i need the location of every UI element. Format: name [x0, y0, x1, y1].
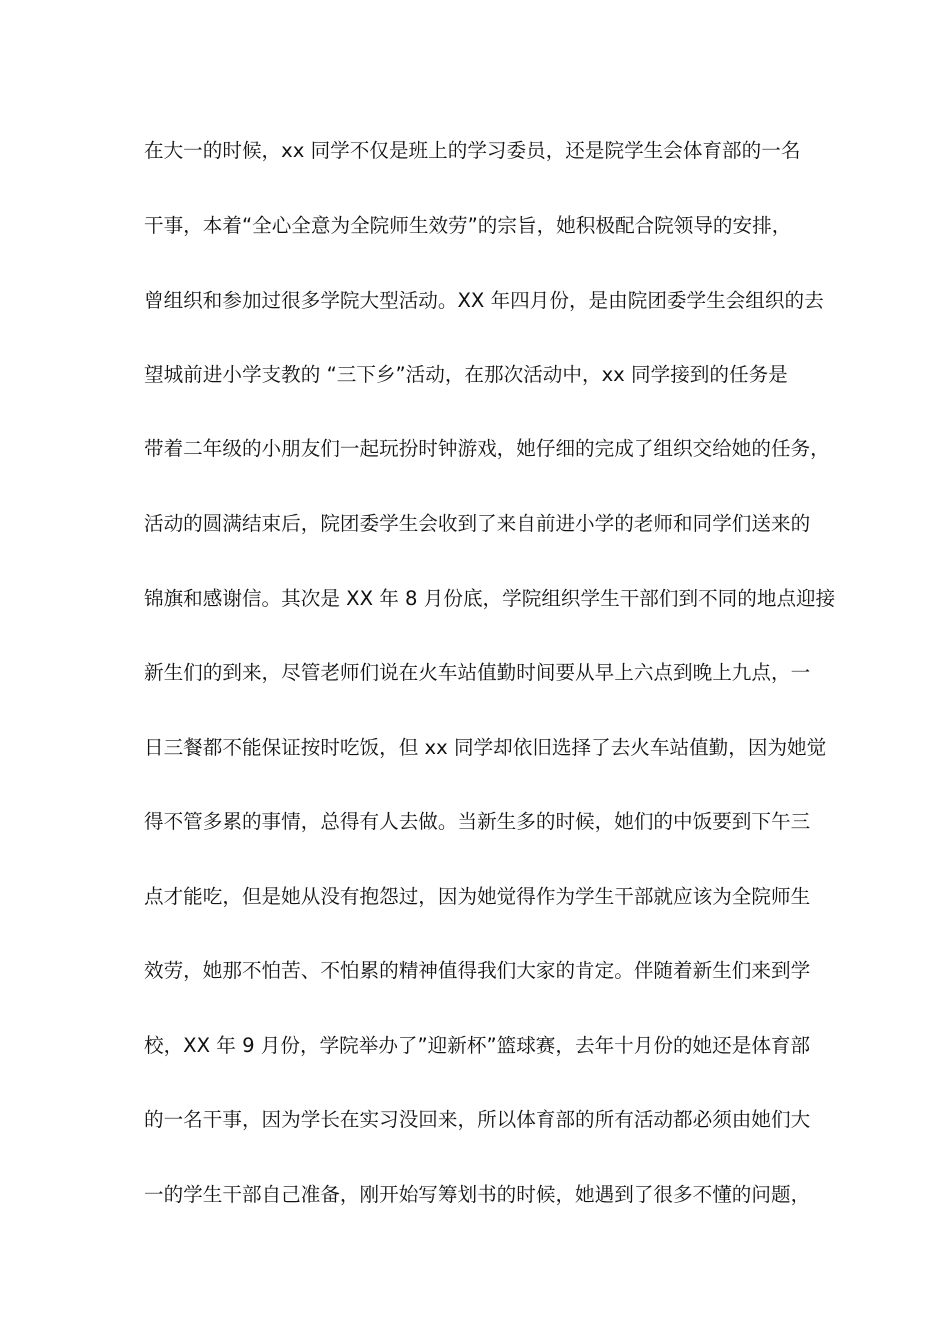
paragraph-line-1: 在大一的时候，xx 同学不仅是班上的学习委员，还是院学生会体育部的一名: [144, 139, 801, 162]
paragraph-line-5: 带着二年级的小朋友们一起玩扮时钟游戏，她仔细的完成了组织交给她的任务，: [144, 437, 830, 460]
paragraph-line-2: 干事，本着“全心全意为全院师生效劳”的宗旨，她积极配合院领导的安排，: [144, 214, 792, 237]
paragraph-line-6: 活动的圆满结束后，院团委学生会收到了来自前进小学的老师和同学们送来的: [144, 512, 811, 535]
paragraph-line-10: 得不管多累的事情，总得有人去做。当新生多的时候，她们的中饭要到下午三: [144, 810, 811, 833]
paragraph-line-4: 望城前进小学支教的 “三下乡”活动，在那次活动中，xx 同学接到的任务是: [144, 363, 788, 386]
paragraph-line-7: 锦旗和感谢信。其次是 XX 年 8 月份底，学院组织学生干部们到不同的地点迎接: [144, 587, 836, 610]
paragraph-line-12: 效劳，她那不怕苦、不怕累的精神值得我们大家的肯定。伴随着新生们来到学: [144, 959, 811, 982]
paragraph-line-14: 的一名干事，因为学长在实习没回来，所以体育部的所有活动都必须由她们大: [144, 1108, 811, 1131]
paragraph-line-3: 曾组织和参加过很多学院大型活动。XX 年四月份，是由院团委学生会组织的去: [144, 289, 824, 312]
paragraph-line-8: 新生们的到来，尽管老师们说在火车站值勤时间要从早上六点到晚上九点，一: [144, 661, 811, 684]
paragraph-line-13: 校，XX 年 9 月份，学院举办了”迎新杯”篮球赛，去年十月份的她还是体育部: [144, 1034, 811, 1057]
paragraph-line-15: 一的学生干部自己准备，刚开始写筹划书的时候，她遇到了很多不懂的问题，: [144, 1183, 811, 1206]
paragraph-line-11: 点才能吃，但是她从没有抱怨过，因为她觉得作为学生干部就应该为全院师生: [144, 885, 811, 908]
paragraph-line-9: 日三餐都不能保证按时吃饭，但 xx 同学却依旧选择了去火车站值勤，因为她觉: [144, 736, 827, 759]
